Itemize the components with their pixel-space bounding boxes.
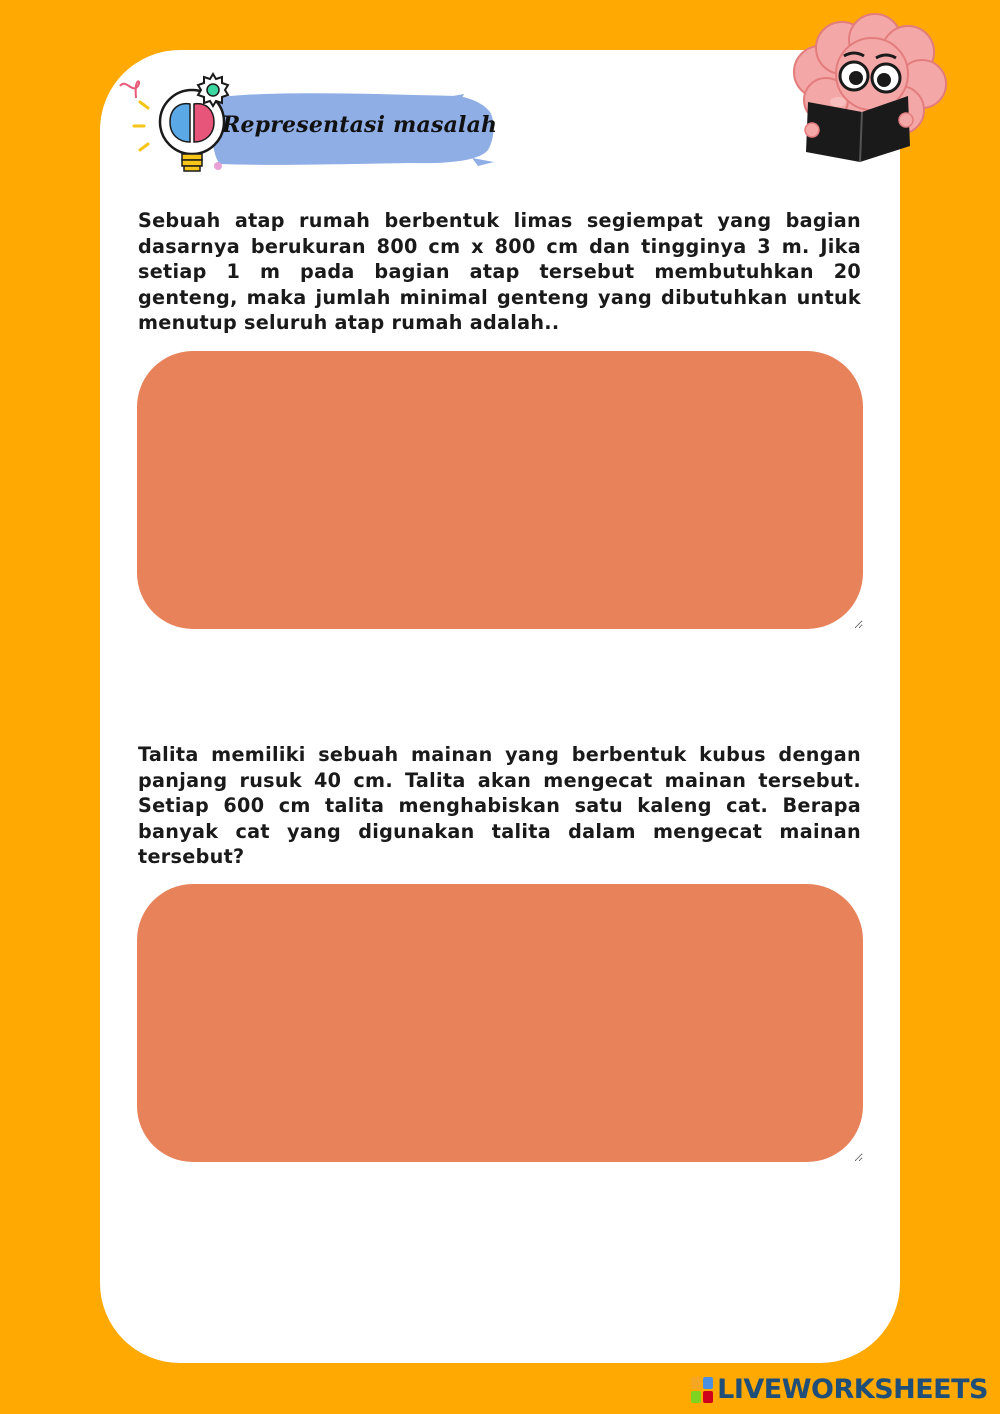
answer-2-input[interactable] (137, 884, 863, 1162)
liveworksheets-logo-icon (691, 1377, 713, 1403)
brand-name: LIVEWORKSHEETS (717, 1374, 988, 1405)
question-2-text: Talita memiliki sebuah mainan yang berbentuk kubus dengan panjang rusuk 40 cm. Talita akan mengecat mainan tersebut. Setiap 600 cm talita menghabiskan satu kaleng cat. Berapa banyak cat yang digunakan talita dalam mengecat mainan tersebut? (138, 743, 861, 868)
page-title: Representasi masalah (222, 112, 498, 138)
brain-reading-mascot-icon (780, 12, 950, 170)
answer-1-input[interactable] (137, 351, 863, 629)
gear-icon (193, 70, 233, 110)
question-1-text: Sebuah atap rumah berbentuk limas segiempat yang bagian dasarnya berukuran 800 cm x 800 cm dan tingginya 3 m. Jika setiap 1 m pada bagian atap tersebut membutuhkan 20 genteng, maka jumlah minimal genteng yang dibutuhkan untuk menutup seluruh atap rumah adalah.. (138, 209, 861, 334)
liveworksheets-brand (691, 1374, 988, 1405)
